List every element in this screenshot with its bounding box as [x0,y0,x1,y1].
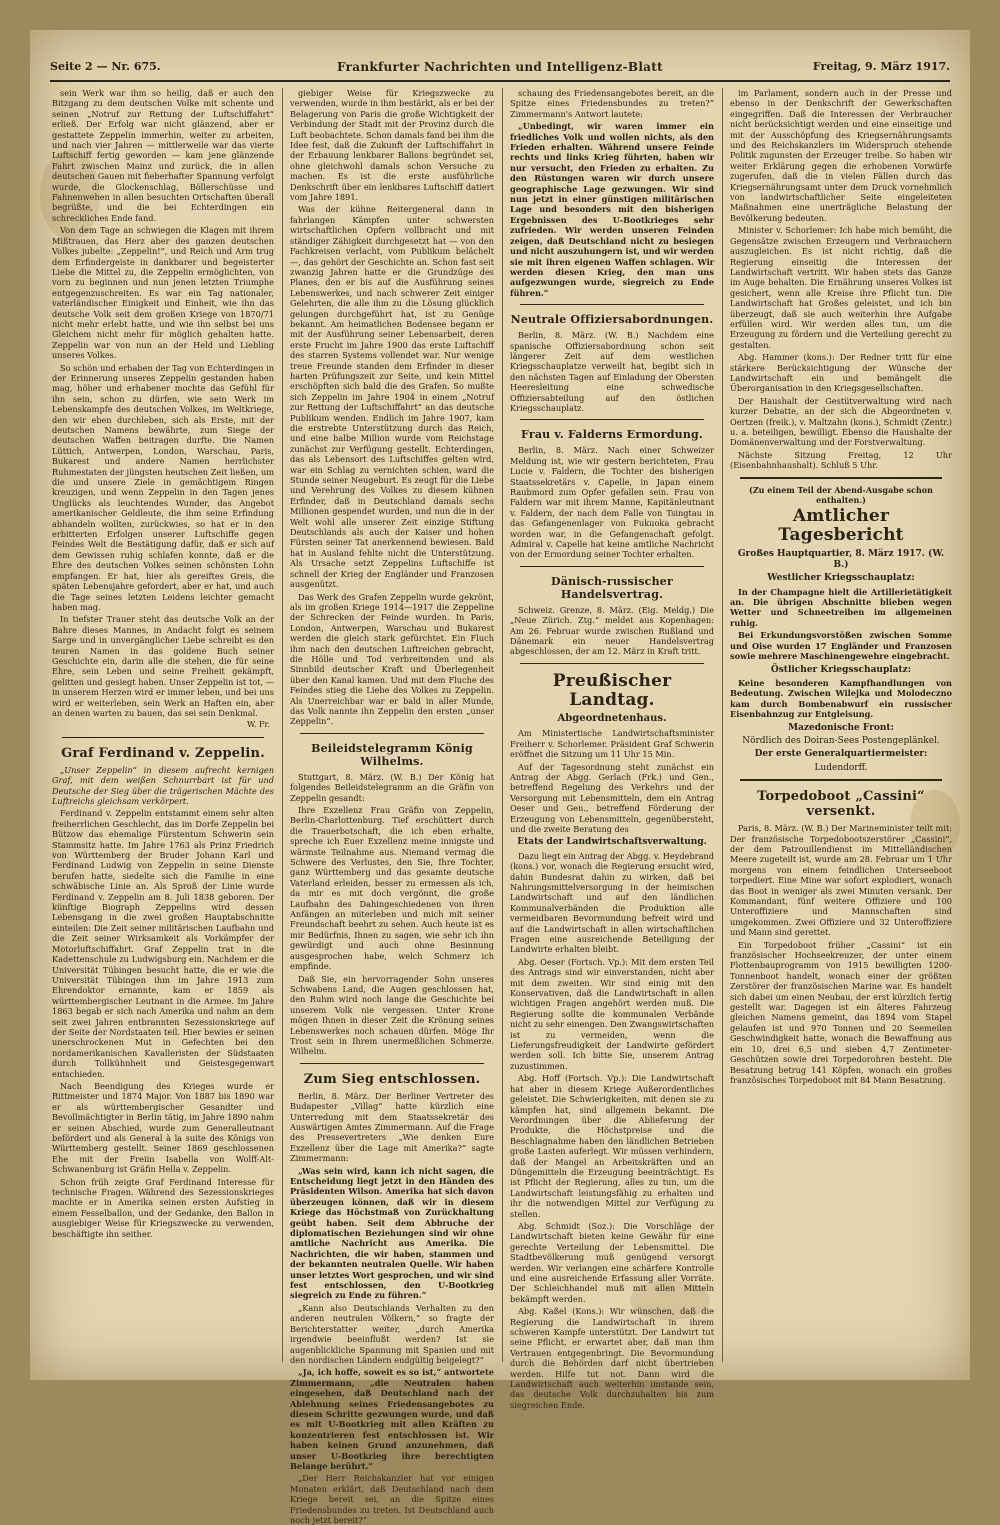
column-1 [52,88,274,1362]
article-text: In der Champagne hielt die Artillerietätigkeit an. Die übrigen Abschnitte blieben wegen Wetter und Schneetreiben im allgemeinen ruhig. [730,586,952,628]
column-4 [730,88,952,1362]
article-text: sein Werk war ihm so heilig, daß er auch den Bitzgang zu dem deutschen Volke mit schente und seinen „Notruf zur Rettung der Luftschiffahrt“ erließ. Der Erfolg war nicht glänzend, aber er gestattete Zeppelin immerhin, weiter zu arbeiten, und nach vier Jahren — mittlerweile war das vierte Luftschiff fertig geworden — kam jene glänzende Fahrt zwischen Mainz und zurück, die in allen deutschen Gauen mit fieberhafter Spannung verfolgt wurde, die Glockenschlag, Böllerschüsse und Fahnenwehen in allen besuchten Ortschaften überall begrüßte, und die bei Echterdingen ein schreckliches Ende fand. [52,88,274,223]
article-text: Abg. Hoff (Fortsch. Vp.): Die Landwirtschaft hat aber in diesem Kriege Außerordentliches geleistet. Die Schwierigkeiten, mit denen sie zu kämpfen hat, sind allgemein bekannt. Die Verordnungen über die Ablieferung der Produkte, die Höchstpreise und die Beschlagnahme haben den ländlichen Betrieben große Lasten auferlegt. Wir müssen verhindern, daß der Mangel an Arbeitskräften und an Düngemitteln die Erzeugung beeinträchtigt. Es ist Pflicht der Regierung, alles zu tun, um die Landwirtschaft leistungsfähig zu erhalten und ihr die notwendigen Mittel zur Verfügung zu stellen. [510,1073,714,1219]
article-text: Paris, 8. März. (W. B.) Der Marineminister teilt mit: Der französische Torpedobootszerstörer „Cassini“, der dem Patrouillendienst im Mittelländischen Meere zugeteilt ist, wurde am 28. Februar um 1 Uhr morgens von einem feindlichen Unterseeboot torpediert. Eine Mine war sofort explodiert, wonach das Boot in weniger als zwei Minuten versank. Der Kommandant, fünf weitere Offiziere und 100 Unteroffiziere und Mannschaften sind umgekommen. Zwei Offiziere und 32 Unteroffiziere und Mann sind gerettet. [730,823,952,938]
article-text: Von dem Tage an schwiegen die Klagen mit ihrem Mißtrauen, das Herz aber des ganzen deutschen Volkes jubelte: „Zeppelin!“, und Reich und Arm trug dem Erfindergeiste in dankbarer und begeisterter Liebe die Mittel zu, die Zeppelin ermöglichten, von vorn zu beginnen und nun jenen letzten Triumphe entgegenzuschreiten. Es war ein Tag nationaler, vaterländischer Einigkeit und Einheit, wie ihn das deutsche Volk seit dem großen Kriege von 1870/71 nicht mehr erlebt hatte, und wie ihn selbst bei uns Gleichem nicht mehr für möglich gehalten hatte. Zeppelin war von nun an der Held und Liebling unseres Volkes. [52,225,274,361]
issue-date: Freitag, 9. März 1917. [812,60,950,73]
masthead [50,58,950,82]
section-divider [520,419,704,420]
section-divider [62,737,264,738]
section-divider [520,663,704,664]
article-text: Minister v. Schorlemer: Ich habe mich bemüht, die Gegensätze zwischen Erzeugern und Verbrauchern auszugleichen. Es ist nicht richtig, daß die Regierung einseitig die Interessen der Landwirtschaft vertritt. Wir haben stets das Ganze im Auge behalten. Die Ernährung unseres Volkes ist gesichert, wenn alle Kreise ihre Pflicht tun. Die Landwirtschaft hat Großes geleistet, und ich bin überzeugt, daß sie auch weiterhin ihre Aufgabe erfüllen wird. Wir werden alles tun, um die Erzeugung zu fördern und die Verteilung gerecht zu gestalten. [730,225,952,350]
article-text: Dazu liegt ein Antrag der Abgg. v. Heydebrand (kons.) vor, wonach die Regierung ersucht wird, dahin Bundesrat dahin zu wirken, daß bei Nahrungsmittelversorgung in der heimischen Landwirtschaft und auf den ländlichen Kommunalverbänden die Produktion alle vermeidbaren Bevormundung befreit wird und auf die Landwirtschaft in allen wirtschaftlichen Fragen eine ausreichende Beteiligung der Landwirte erhalten bleibt. [510,850,714,955]
headline-daenisch: Dänisch-russischer Handelsvertrag. [551,574,673,601]
section-subhead: Etats der Landwirtschaftsverwaltung. [517,837,707,848]
section-subhead: Östlicher Kriegsschauplatz: [770,664,912,675]
headline-neutral: Neutrale Offiziersabordnungen. [510,313,714,327]
article-text: Was der kühne Reitergeneral dann in fahrlangen Kämpfen unter schwersten wirtschaftlichen Opfern vollbracht und mit ständiger Zähigkeit durchgesetzt hat — von den Fachkreisen verlacht, vom Publikum belächelt —, das gehört der Geschichte an. Schon fast seit zwanzig Jahren hatte er die Grundzüge des Planes, den er bis auf die Ausführung seines Lebenswerkes, und nach schwerer Zeit einiger Gelehrten, die alle ihm zu die Lösung glücklich gelungen durchgeführt hat, ist zu Genüge bekannt. Am heimatlichen Bodensee begann er mit der Ausführung seiner Lebensarbeit, deren erste Frucht im Jahre 1900 das erste Luftschiff des starren Systems vollendet war. Nur wenige treue Freunde standen dem Erfinder in dieser harten Prüfungszeit zur Seite, und kein Mittel erschöpften sich bald die des Grafen. So mußte sich Zeppelin im Jahre 1904 in einem „Notruf zur Rettung der Luftschiffahrt“ an das deutsche Publikum wenden. Endlich im Jahre 1907, kam die erstrebte Unterstützung durch das Reich, und eine halbe Million wurde vom Reichstage zunächst zur Verfügung gestellt. Echterdingen, das als Lebensort des Luftschiffes gelten wird, war ein Schlag zu vernichten schien, ward die Stunde seiner Neugeburt. Es zeugt für die Liebe und Verehrung des Volkes zu diesem kühnen Erfinder, daß in Deutschland damals sechs Millionen gespendet wurden, und nun die in der Welt wohl alle unserer Zeit einzige Stiftung Deutschlands als auch der Kaiser und hohen Fürsten seiner Tat anerkennend bewiesen. Bald hat in Ausland fehlte nicht die Unterstützung. Als Ursache setzt Zeppelins Luftschiffe ist schnell der Krieg der Engländer und Franzosen ausgenützt. [290,204,494,590]
article-text: Ihre Exzellenz Frau Gräfin von Zeppelin, Berlin-Charlottenburg. Tief erschüttert durch die Trauerbotschaft, die ich eben erhalte, spreche ich Euer Exzellenz meine innigste und wärmste Teilnahme aus. Niemand vermag die Schwere des Verlustes, den Sie, Ihre Tochter, ganz Württemberg und das gesamte deutsche Vaterland erleiden, besser zu ermessen als ich, da mir es mit doch vergönnt, die große Laufbahn des Dahingeschiedenen von ihren Anfängen an miterleben und mich mit seiner Freundschaft beehrt zu sehen. Auch heute ist es mir Bedürfnis, Ihnen zu sagen, wie sehr ich ihn gewürdigt und auch ohne Besinnung ausgesprochen habe, welch Schmerz ich empfinde. [290,805,494,972]
article-text: „Kann also Deutschlands Verhalten zu den anderen neutralen Völkern,“ so fragte der Berichterstatter weiter, „durch Amerika irgendwie beeinflußt werden? Ist sie augenblickliche Spannung mit Spanien und mit den nordischen Ländern endgültig beigelegt?“ [290,1302,494,1365]
article-text: Ein Torpedoboot früher „Cassini“ ist ein französischer Hochseekreuzer, der unter einem Flottenbauprogramm von 1915 bewilligten 1200-Tonnenboot handelt, wonach einer der größten Zerstörer der französischen Marine war. Es handelt sich dabei um einen Neubau, der erst kürzlich fertig gestellt war. Dagegen ist ein älteres Fahrzeug gleichen Namens gemeint, das 1894 vom Stapel gelaufen ist und 970 Tonnen und 20 Seemeilen Geschwindigkeit hatte, wonach die Bewaffnung aus ein 10, drei 6,5 und sieben 4,7 Zentimeter-Geschützen sowie drei Torpedorohren besteht. Die Besatzung betrug 141 Köpfen, wonach ein großes französisches Torpedoboot mit 84 Mann Besatzung. [730,939,952,1085]
headline-telegram: Beileidstelegramm König Wilhelms. [311,741,473,768]
article-text: Der Haushalt der Gestütverwaltung wird nach kurzer Debatte, an der sich die Abgeordneten v. Oertzen (freik.), v. Maltzahn (kons.), Schmidt (Zentr.) u. a. beteiligen, bewilligt. Ebenso die Haushalte der Domänenverwaltung und der Forstverwaltung. [730,395,952,448]
article-text: Berlin, 8. März. Der Berliner Vertreter des Budapester „Villag“ hatte kürzlich eine Unterredung mit dem Staatssekretär des Auswärtigen Amtes Zimmermann. Auf die Frage des Pressevertreters „Wie denken Eure Exzellenz über die Lage mit Amerika?“ sagte Zimmermann: [290,1090,494,1164]
article-text: „Ja, ich hoffe, soweit es so ist,“ antwortete Zimmermann, „die Neutralen haben eingesehen, daß Deutschland nach der Ablehnung seines Friedensangebotes zu diesem Schritte gezwungen wurde, und daß es mit U-Bootkrieg mit allen Kräften zu konzentrieren fest entschlossen ist. Wir haben keinen Grund anzunehmen, daß unser U-Bootkrieg ihre berechtigten Belange berührt.“ [290,1367,494,1471]
article-text: „Unbedingt, wir waren immer ein friedliches Volk und wollen nichts, als den Frieden erhalten. Während unsere Feinde rechts und links Krieg führten, haben wir nur versucht, den Frieden zu erhalten. Zu den Rüstungen waren wir durch unsere geographische Lage gezwungen. Wir sind nun jetzt in einer günstigen militärischen Lage und besonders mit den bisherigen Ergebnissen des U-Bootkrieges sehr zufrieden. Wir werden unseren Feinden zeigen, daß Deutschland nicht zu besiegen und nicht auszuhungern ist, und wir werden sie mit ihren eigenen Waffen schlagen. Wir werden diesen Krieg, den man uns aufgezwungen wurde, siegreich zu Ende führen.“ [510,121,714,298]
article-text: Schweiz. Grenze, 8. März. (Eig. Meldg.) Die „Neue Zürich. Ztg.“ meldet aus Kopenhagen: Am 26. Februar wurde zwischen Rußland und Dänemark ein neuer Handelsvertrag abgeschlossen, der am 12. März in Kraft tritt. [510,604,714,657]
article-text: Daß Sie, ein hervorragender Sohn unseres Schwabens Land, die Augen geschlossen hat, den Ruhm wird noch lange die Geschichte bei unserem Volk nie vergessen. Unter Krone mögen Ihnen in dieser Zeit die Krönung seines Lebenswerkes noch schauen dürfen. Möge Ihr Trost sein in Ihrem unermeßlichen Schmerze. Wilhelm. [290,973,494,1057]
article-text: Keine besonderen Kampfhandlungen von Bedeutung. Zwischen Wilejka und Molodeczno kam durch Bombenabwurf ein russischer Eisenbahnzug zur Entgleisung. [730,677,952,720]
article-text: Nach Beendigung des Krieges wurde er Rittmeister und 1874 Major. Von 1887 bis 1890 war er als württembergischer Gesandter und Bevollmächtigter in Berlin tätig, im Jahre 1890 nahm er seinen Abschied, wurde zum Generalleutnant befördert und als General à la suite des Königs von Württemberg gestellt. Seiner 1869 geschlossenen Ehe mit der Freiin Isabella von Wolff-Alt-Schwanenburg ist Gräfin Hella v. Zeppelin. [52,1080,274,1175]
column-rule [502,88,503,1362]
article-text: Nächste Sitzung Freitag, 12 Uhr (Eisenbahnhaushalt). Schluß 5 Uhr. [730,449,952,471]
section-divider [740,477,942,479]
article-text: schaung des Friedensangebotes bereit, an die Spitze eines Friedensbundes zu treten?“ Zimmermann's Antwort lautete: [510,88,714,119]
article-text: Abg. Kaßel (Kons.): Wir wünschen, daß die Regierung die Landwirtschaft in ihrem schweren Kampfe unterstützt. Der Landwirt tut seine Pflicht, er erwartet aber, daß man ihm Vertrauen entgegenbringt. Die Bevormundung durch die Behörden darf nicht übertrieben werden. Hilfe tut not. Dann wird die Landwirtschaft auch weiterhin imstande sein, das deutsche Volk durchzuhalten bis zum siegreichen Ende. [510,1306,714,1410]
column-rule [282,88,283,1362]
section-divider [300,733,484,734]
article-text: Das Werk des Grafen Zeppelin wurde gekrönt, als im großen Kriege 1914—1917 die Zeppeline der Schrecken der Feinde wurden. In Paris, London, Antwerpen, Warschau und Bukarest werden die gleich stark gefürchtet. Ein Fluch ihm nach den deutschen Luftreichen gebracht, die Hölle und Tod verbreitenden und als Sinnbild deutscher Kraft und Überlegenheit über den Kanal kamen. Und mit dem Fluche des Feindes stieg die Liebe des Volkes zu Zeppelin. Als Unerreichbar war er bald in aller Munde, das Volk nannte ihn Zeppelin den ersten „unser Zeppelin“. [290,591,494,727]
page-number: Seite 2 — Nr. 675. [50,60,161,73]
article-text: „Unser Zeppelin“ in diesem aufrecht kernigen Graf, mit dem weißen Schnurrbart ist für und Deutsche der Sieg über die trägerischen Mächte des Luftreichs gleichsam verkörpert. [52,764,274,806]
article-text: Stuttgart, 8. März. (W. B.) Der König hat folgendes Beileidstelegramm an die Gräfin von Zeppelin gesandt: [290,771,494,803]
article-text: Auf der Tagesordnung steht zunächst ein Antrag der Abgg. Gerlach (Frk.) und Gen., betreffend Regelung des Verkehrs und der Versorgung mit Lebensmitteln, dem ein Antrag Oeser und Gen., betreffend Förderung der Erzeugung von Lebensmitteln, gegenübersteht, und die zweite Beratung des [510,761,714,834]
subheadline-abgeordnetenhaus: Abgeordnetenhaus. [557,712,667,724]
article-text: Berlin, 8. März. (W. B.) Nachdem eine spanische Offiziersabordnung schon seit längerer Zeit auf dem westlichen Kriegsschauplatze verweilt hat, begibt sich in den nächsten Tagen auf Einladung der Obersten Heeresleitung eine schwedische Offiziersabteilung auf den östlichen Kriegsschauplatz. [510,330,714,413]
headline-cassini: Torpedoboot „Cassini“ versenkt. [757,789,925,820]
headline-tagesbericht: Amtlicher Tagesbericht [778,506,904,546]
section-divider [520,566,704,567]
section-subhead: Der erste Generalquartiermeister: [754,749,928,760]
article-text: In tiefster Trauer steht das deutsche Volk an der Bahre dieses Mannes, in Andacht folgt es seinem Sarge und in unvergänglicher Liebe schreibt es den teuren Namen in das goldene Buch seiner Geschichte ein, darin alle die stehen, die für seine Ehre, sein Leben und seine Freiheit gekämpft, gelitten und gesiegt haben. Unser Zeppelin ist tot, — in unserem Herzen wird er immer leben, und bei uns wird er weiterleben, sein Werk an Haften ein, aber an denen warten zu bauen, das sei sein Denkmal. [52,614,274,718]
headline-sieg: Zum Sieg entschlossen. [303,1071,481,1087]
headline-landtag: Preußischer Landtag. [552,670,672,710]
dateline: Großes Hauptquartier, 8. März 1917. (W. B.) [737,549,945,570]
column-3 [510,88,714,1410]
edition-note: (Zu einem Teil der Abend-Ausgabe schon enthalten.) [749,484,933,506]
article-text: Nördlich des Doiran-Sees Postengeplänkel. [742,735,940,746]
article-text: Am Ministertische Landwirtschaftsminister Freiherr v. Schorlemer. Präsident Graf Schwerin eröffnet die Sitzung um 11 Uhr 15 Min. [510,728,714,760]
article-text: Abg. Hammer (kons.): Der Redner tritt für eine stärkere Berücksichtigung der Wünsche der Landwirtschaft ein und bemängelt die Überorganisation in den Kriegsgesellschaften. [730,352,952,394]
headline-faldern: Frau v. Falderns Ermordung. [521,428,703,442]
newspaper-title: Frankfurter Nachrichten und Intelligenz-Blatt [337,60,663,74]
section-subhead: Westlicher Kriegsschauplatz: [767,573,915,584]
article-text: „Was sein wird, kann ich nicht sagen, die Entscheidung liegt jetzt in den Händen des Präsidenten Wilson. Amerika hat sich davon überzeugen können, daß wir in diesem Kriege das Höchstmaß von Zurückhaltung geübt haben. Seit dem Abbruche der diplomatischen Beziehungen sind wir ohne amtliche Nachricht aus Amerika. Die Nachrichten, die wir haben, stammen und der bekannten neutralen Quelle. Wir haben unser letztes Wort gesprochen, und wir sind fest entschlossen, den U-Bootkrieg siegreich zu Ende zu führen.“ [290,1165,494,1301]
article-text: im Parlament, sondern auch in der Presse und ebenso in der Denkschrift der Gewerkschaften eingegriffen. Daß die Interessen der Verbraucher nicht berücksichtigt werden und eine einseitige und mit der Ausschöpfung des Kriegsernährungsamts und des Reichskanzlers im Widerspruch stehende Politik zugunsten der Erzeuger treibe. So haben wir weiter Erklärung gegen die erhobenen Vorwürfe zugerufen, daß die in vielen Fällen durch das Kriegsernährungsamt unter dem Druck vornehmlich von landwirtschaftlicher Seite eingeleiteten Maßnahmen eine unerträgliche Belastung der Bevölkerung bedeuten. [730,88,952,223]
article-text: Berlin, 8. März. Nach einer Schweizer Meldung ist, wie wir gestern berichteten, Frau Lucie v. Faldern, die Tochter des bisherigen Staatssekretärs v. Capelle, in Japan einem Raubmord zum Opfer gefallen sein. Frau von Faldern war mit ihrem Manne, Kapitänleutnant v. Faldern, der nach dem Falle von Tsingtau in das Gefangenenlager von Fukuoka gebracht worden war, in die Gefangenschaft gefolgt. Admiral v. Capelle hat keine amtliche Nachricht von der Ermordung seiner Tochter erhalten. [510,445,714,560]
article-text: Abg. Oeser (Fortsch. Vp.): Mit dem ersten Teil des Antrags sind wir einverstanden, nicht aber mit dem zweiten. Wir sind einig mit den Konservativen, daß die Landwirtschaft in allen wichtigen Fragen angehört werden muß. Die Regierung sollte die kommunalen Verbände nicht zu sehr einengen. Den Zwangswirtschaften ist zu vermeiden, wenn die Lieferungsfreudigkeit der Landwirte gefördert werden soll. Ich bitte Sie, unserem Antrag zuzustimmen. [510,956,714,1071]
signature-name: Ludendorff. [814,762,868,773]
author-signature: W. Fr. [247,720,270,730]
section-subhead: Mazedonische Front: [788,722,894,733]
article-text: Abg. Schmidt (Soz.): Die Vorschläge der Landwirtschaft bieten keine Gewähr für eine gerechte Verteilung der Lebensmittel. Die Stadtbevölkerung muß genügend versorgt werden. Wir verlangen eine schärfere Kontrolle und eine ausreichende Erfassung aller Vorräte. Der Schleichhandel muß mit allen Mitteln bekämpft werden. [510,1220,714,1304]
article-text: giebiger Weise für Kriegszwecke zu verwenden, wurde in ihm bestärkt, als er bei der Belagerung von Paris die große Wichtigkeit der Verbindung der Stadt mit der Provinz durch die Luft beobachtete. Schon damals fand bei ihm die Idee fest, daß die Zukunft der Luftschiffahrt in der Erbauung lenkbarer Ballons begründet sei, ohne gleichwohl damals schon Versuche zu machen. Es ist die erste ausführliche Denkschrift über ein lenkbares Luftschiff datiert vom Jahre 1891. [290,88,494,203]
article-text: Bei Erkundungsvorstößen zwischen Somme und Oise wurden 17 Engländer und Franzosen sowie mehrere Maschinengewehre eingebracht. [730,630,952,662]
newspaper-page [30,30,970,1525]
section-divider [300,1063,484,1064]
article-text: So schön und erhaben der Tag von Echterdingen in der Erinnerung unseres Zeppelin gestanden haben mag, höher und erhabener mochte das Gefühl für ihn sein, schon zu dürfen, wie sein Werk im Lebenskampfe des deutschen Volkes, im Weltkriege, den wir eben durchleben, sich als Erste, mit der deutschen Namens bewährte, zum Siege der deutschen Waffen beitragen durfte. Die Namen Lüttich, Antwerpen, London, Warschau, Paris, Bukarest und andere Namen herrlichster Ruhmestaten der jüngsten heutschen Zeit ließen, um die und unsere Ziele in gemächtigem Ringen kreuzigen, und wenn Zeppelin in den Tagen jenes Unglücks als leuchtendes Wunder, das Angebot amerikanischer Geldleute, die ihm seine Erfindung abhandeln wollten, zurückwies, so hat er in den erbitterten Erfolgen unserer Luftschiffe gegen Feindes Welt die Bestätigung dafür, daß er sich auf dem Gewissen ruhig schlafen konnte, daß er die Ehre des deutschen Volkes seinen schönsten Lohn empfangen. Er hat, hier als gereiftes Greis, die späten Lebensjahre gefordert, aber er hat, und auch die Tage seines letzten Leidens leichter gemacht haben mag. [52,362,274,612]
section-divider [520,304,704,305]
article-text: Ferdinand v. Zeppelin entstammt einem sehr alten freiherrlichen Geschlecht, das im Dorfe Zeppelin bei Bützow das ehemalige Fürstentum Schwerin sein Stammsitz hatte. Im Jahre 1763 als Prinz Friedrich von Württemberg der Bruder Johann Karl und Ferdinand Ludwig von Zeppelin in seine Dienste berufen hatte, siedelte sich die Familie in eine schwäbische Linie an. Als Sproß der Linie wurde Ferdinand v. Zeppelin am 8. Juli 1838 geboren. Der künftige Biograph Zeppelins wird dessen Lebensgang in die zwei großen Hauptabschnitte einteilen: Die Zeit seiner militärischen Laufbahn und die Zeit seiner Wirksamkeit als Vorkämpfer der Motorluftschiffahrt. Graf Zeppelin trat in die Kadettenschule zu Ludwigsburg ein. Nachdem er die Universität Tübingen besucht hatte, die er wie die Universität Tübingen ihm im Jahre 1913 zum Ehrendoktor ernannte, kam er 1859 als württembergischer Leutnant in die Armee. Im Jahre 1863 begab er sich nach Amerika und nahm an dem seit zwei Jahren entbrannten Sezessionskriege auf der Seite der Nordstaaten teil. Hier bewies er seinen unerschrockenen Mut in Gefechten bei den nordamerikanischen Kavalleristen der Südstaaten durch Tollkühnheit und Geistesgegenwart entschieden. [52,808,274,1079]
column-2 [290,88,494,1525]
article-text: Schon früh zeigte Graf Ferdinand Interesse für technische Fragen. Während des Sezessionskrieges machte er in Amerika seinen ersten Aufstieg in einem Fesselballon, und der Gedanke, den Ballon in ausgiebiger Weise für Kriegszwecke zu verwenden, beschäftigte ihn seither. [52,1176,274,1239]
section-divider [740,779,942,781]
article-text: „Der Herr Reichskanzler hat vor einigen Monaten erklärt, daß Deutschland nach dem Kriege bereit sei, an die Spitze eines Friedensbundes zu treten. Ist Deutschland auch noch jetzt bereit?“ [290,1473,494,1525]
column-rule [722,88,723,1362]
headline-zeppelin: Graf Ferdinand v. Zeppelin. [61,745,265,761]
